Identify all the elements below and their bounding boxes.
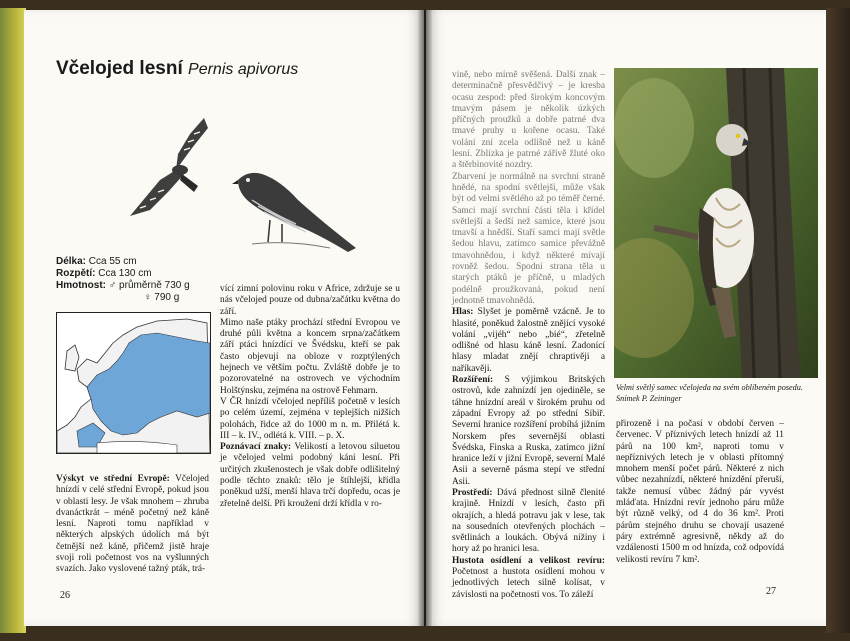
page-number-right: 27 [766,586,776,597]
habitat-text: Dává přednost silně členité krajině. Hnízdí v lesích, často při okrajích, a hledá potravu jak v lese, tak na sousedních otevřených plochách – světlinách a loukách. Obývá nížiny i hory až po hranici lesa. [452,487,605,555]
tail-pattern-paragraph: vině, nebo mírně svěšená. Další znak – determinačně přesvědčivý – je kresba ocasu zespod: před širokým koncovým tmavým pásem je několik úzkých příčných proužků a dobře patrné dva tmavé pruhy u kořene ocasu. Také volání zní zcela odlišně než u káně lesní. Zblízka je patrné zářivě žluté oko a štěrbinovité nozdry. [452,70,605,171]
distribution-map [56,312,211,454]
perched-bird-drawing [232,173,356,252]
identification-text: Velikostí a letovou siluetou je včelojed velmi podobný káni lesní. Při určitých zkušenostech je však dobře odlišitelný podle těchto znaků: tělo je štíhlejší, křídla poněkud užší, menší hlava trčí dopředu, ocas je zřetelně delší. Při kroužení drží křídla v ro- [220,442,400,509]
photo-caption: Velmi světlý samec včelojeda na svém oblíbeném posedu. Snímek P. Zeininger [616,383,803,403]
bird-illustration [120,108,380,268]
species-facts [56,256,190,304]
identification-heading: Poznávací znaky: [220,442,292,453]
page-number-left: 26 [60,590,70,601]
migration-paragraph-2: Mimo naše ptáky prochází střední Evropou ve druhé půli května a koncem srpna/začátkem září ptáci hnízdící ve Švédsku, kteří se pak často objevují na obloze v rozptýlených hejnech ve větším počtu. Zvláště dobře je to pozorovatelné na ostrovech ve východním Holštýnsku, zejména na ostrově Fehmarn. [220,317,400,396]
distribution-heading: Rozšíření: [452,375,494,386]
density-continued-text: přirozeně i na počasí v období červen – červenec. V příznivých letech hnízdí až 11 párů na 100 km², naproti tomu v nepříznivých letech je v oblasti přítomný mnohem menší počet párů. Některé z nich vůbec nezahnízdí, některé hnízdění přeruší, takže nemusí vůbec žádný pár vyvést mláďata. Hnízdní revír jednoho páru může být různě velký, od 4 do 36 km². Proti párům stejného druhu se chovají usazené páry extrémně agresivně, někdy až do vzdálenosti 1500 m od hnízda, což odpovídá velikosti revíru 7 km². [616,419,784,565]
migration-text: vící zimní polovinu roku v Africe, zdržuje se u nás včelojed pouze od dubna/začátku května do září. [220,284,400,317]
species-name: Včelojed lesní [56,58,183,79]
weight-female: ♀ 790 g [144,292,180,303]
book-gutter [418,10,432,626]
latin-name: Pernis apivorus [188,61,299,78]
density-text: Početnost a hustota osídlení mohou v jednotlivých letech silně kolísat, v závislosti na početnosti vos. To záleží [452,567,605,600]
occurrence-heading: Výskyt ve střední Evropě: [56,474,170,484]
wingspan-value: Cca 130 cm [98,268,152,279]
left-column-2 [220,284,400,510]
weight-male: ♂ průměrně 730 g [108,280,190,291]
left-column-1 [56,474,209,576]
weight-label: Hmotnost: [56,280,106,291]
voice-text: Slyšet je poměrně vzácně. Je to hlasité, poněkud žalostně znějící vysoké volání „vijéh“ nebo „bié“, zřetelně odlišné od hlasu káně lesní. Zadonící hlasy mladat znějí chraptivěji a naříkavěji. [452,307,605,374]
length-value: Cca 55 cm [88,256,137,267]
habitat-heading: Prostředí: [452,487,493,498]
distribution-text: S výjimkou Britských ostrovů, kde zahnízdí jen ojediněle, se táhne hnízdní areál v širokém pruhu od západní Evropy až po střední Sibiř. Severní hranice rozšíření probíhá jižním Norskem přes severnější oblasti Švédska, Finska a Ruska, zatímco jižní hranice leží v jižní Evropě, severní Malé Asii a severně pásma stepí ve střední Asii. [452,375,606,487]
density-heading: Hustota osídlení a velikost revíru: [452,555,605,566]
occurrence-text: Včelojed hnízdí v celé střední Evropě, pokud jsou v oblasti lesy. Je však mnohem – zhruba dvanáctkrát – méně početný než káně lesní. Naproti tomu například v některých alpských údolích má být četnější než káně, přičemž jistě hraje svoji roli početnost vos na vyšlunných svazích. Jako vyslovené tažný pták, trá- [56,474,209,575]
page-title [56,58,298,80]
right-column-1 [452,70,605,601]
wingspan-label: Rozpětí: [56,268,96,279]
right-column-2 [616,419,784,566]
book-cover-edge-left [0,8,26,633]
honey-buzzard-photo [614,68,818,378]
voice-heading: Hlas: [452,307,474,318]
length-label: Délka: [56,256,87,267]
coloration-text: je normálně na svrchní straně hnědé, na spodní světlejší, může však být od velmi světlého až po téměř černé. Samci mají svrchní části těla i křídel světlejší a šedší než samice, které jsou tmavší a hnědší. Staří samci mají světle šedou hlavu, zatímco samice převážně tmavohnědou, i když některé mívají rovněž šedou. Spodní strana těla u starých ptáků je příčně, u mladých podélně proužkovaná, pokud není jednotně tmavohnědá. [452,171,605,306]
flying-bird-drawing [130,118,208,216]
coloration-heading: Zbarvení [452,171,486,182]
book-cover-edge-right [826,8,850,633]
czech-occurrence-paragraph: V ČR hnízdí včelojed nepříliš početně v lesích po celém území, zejména v teplejších nižších polohách, řidce až do 1000 m n. m. Přilétá k. III – k. IV., odlétá k. VIII. – p. X. [220,396,400,441]
